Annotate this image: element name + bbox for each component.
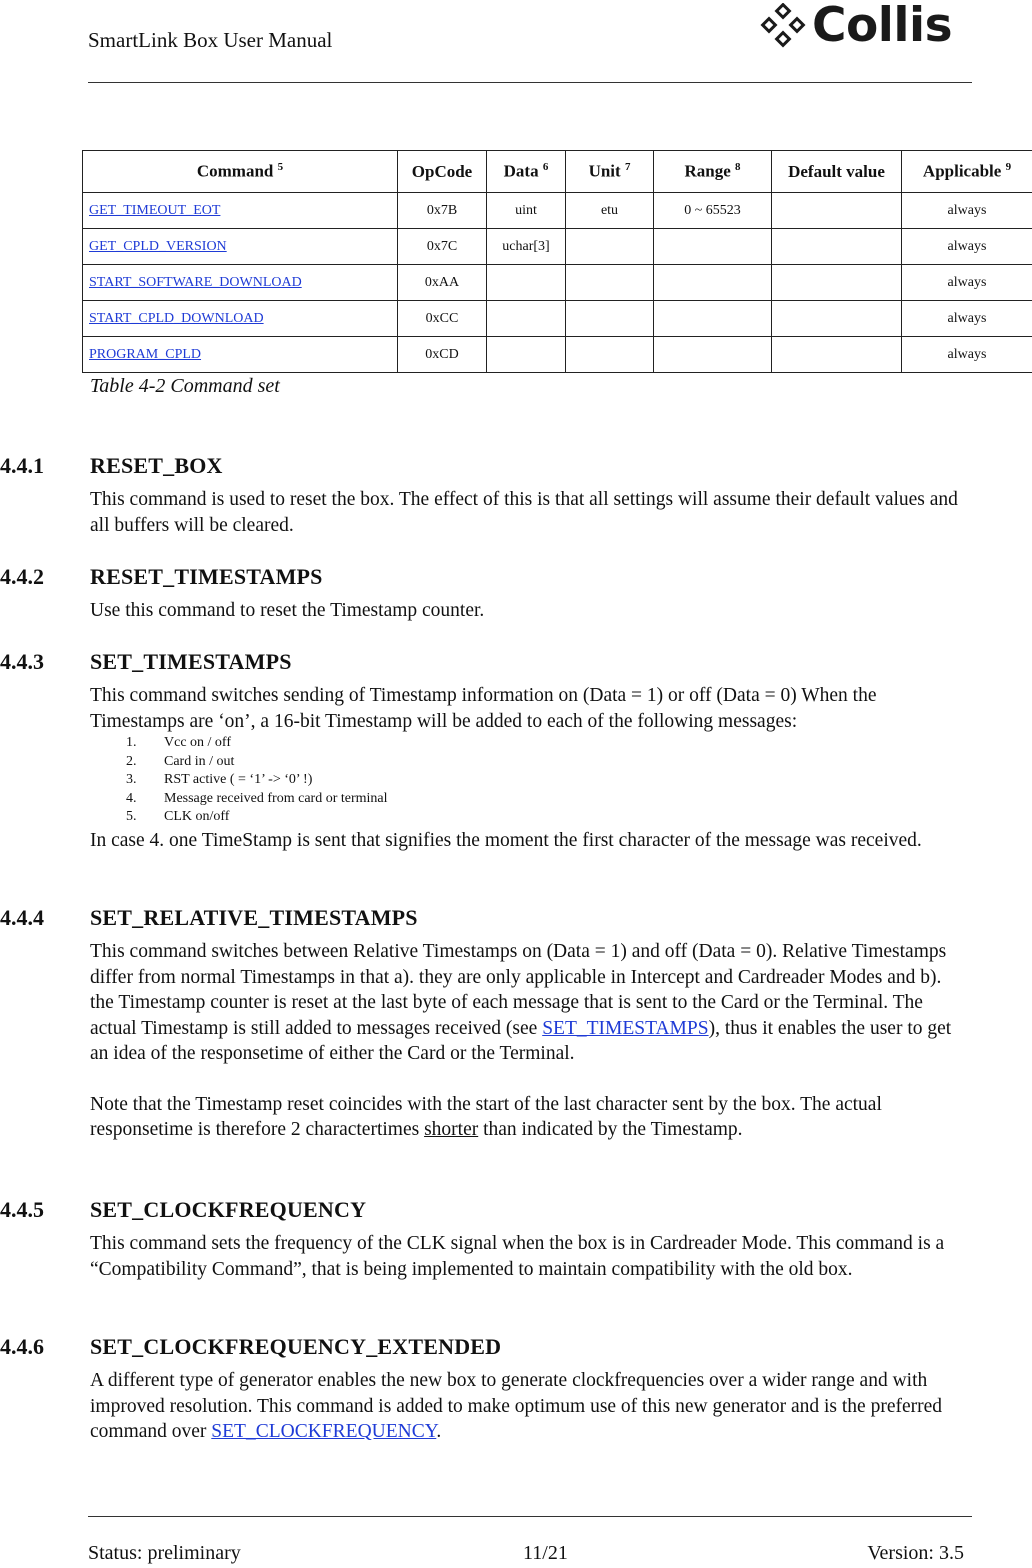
header-unit: Unit $^7$ <box>566 151 654 193</box>
data-cell: uchar[3] <box>487 229 566 265</box>
section-heading-set-timestamps: SET_TIMESTAMPS <box>90 649 292 674</box>
table-row <box>83 265 1032 301</box>
section-heading-set-relative-timestamps: SET_RELATIVE_TIMESTAMPS <box>90 905 418 930</box>
logo-text: Collis <box>812 0 953 53</box>
section-body <box>90 598 970 624</box>
range-cell <box>654 337 772 373</box>
section-body <box>90 683 970 734</box>
applicable-cell: always <box>902 193 1032 229</box>
section-number: 4.4.5 <box>0 1197 44 1222</box>
applicable-cell: always <box>902 265 1032 301</box>
paragraph: Note that the Timestamp reset coincides with the start of the last character sent by the box. The actual responsetime is therefore 2 charactertimes shorter than indicated by the Timestamp. <box>90 1093 882 1140</box>
section-body <box>90 939 970 1143</box>
default-cell <box>772 229 902 265</box>
footer-version: Version: 3.5 <box>867 1542 964 1564</box>
section-number: 4.4.4 <box>0 905 44 930</box>
section-heading-set-clockfrequency-extended: SET_CLOCKFREQUENCY_EXTENDED <box>90 1334 502 1359</box>
set-clockfrequency-link[interactable]: SET_CLOCKFREQUENCY <box>211 1421 437 1442</box>
unit-cell <box>566 229 654 265</box>
list-item: 3. RST active ( = ‘1’ -> ‘0’ !) <box>126 772 313 787</box>
unit-cell <box>566 337 654 373</box>
document-title: SmartLink Box User Manual <box>88 28 333 52</box>
list-item: 1. Vcc on / off <box>126 735 231 750</box>
header-opcode: OpCode <box>398 151 487 193</box>
list-item: 4. Message received from card or terminal <box>126 790 388 806</box>
command-table <box>82 150 1032 373</box>
section-number: 4.4.1 <box>0 453 44 478</box>
header-default-value: Default value <box>772 151 902 193</box>
default-cell <box>772 193 902 229</box>
header-data: Data $^6$ <box>487 151 566 193</box>
command-link[interactable]: GET_TIMEOUT_EOT <box>89 202 221 218</box>
footer-status: Status: preliminary <box>88 1542 241 1564</box>
opcode-cell: 0xCC <box>398 301 487 337</box>
opcode-cell: 0xCD <box>398 337 487 373</box>
header-applicable: Applicable $^9$ <box>902 151 1032 193</box>
default-cell <box>772 337 902 373</box>
section-number: 4.4.6 <box>0 1334 44 1359</box>
paragraph: This command sets the frequency of the CLK signal when the box is in Cardreader Mode. This command is a “Compatibility Command”, that is being implemented to maintain compatibility with the old box. <box>90 1233 945 1280</box>
table-row <box>83 301 1032 337</box>
data-cell: uint <box>487 193 566 229</box>
paragraph: Use this command to reset the Timestamp counter. <box>90 600 485 621</box>
timestamp-message-list <box>90 734 388 827</box>
paragraph: A different type of generator enables the new box to generate clockfrequencies over a wider range and with improved resolution. This command is added to make optimum use of this new generator and is the preferred command over SET_CLOCKFREQUENCY. <box>90 1370 943 1442</box>
diamond-logo-icon <box>758 3 808 49</box>
command-link[interactable]: PROGRAM_CPLD <box>89 346 202 362</box>
paragraph: This command is used to reset the box. The effect of this is that all settings will assume their default values and all buffers will be cleared. <box>90 489 958 536</box>
section-body <box>90 1231 970 1282</box>
default-cell <box>772 265 902 301</box>
default-cell <box>772 301 902 337</box>
section-body <box>90 487 970 538</box>
command-link[interactable]: GET_CPLD_VERSION <box>89 238 227 254</box>
applicable-cell: always <box>902 301 1032 337</box>
list-item: 2. Card in / out <box>126 753 235 769</box>
section-number: 4.4.2 <box>0 564 44 589</box>
applicable-cell: always <box>902 337 1032 373</box>
section-heading-set-clockfrequency: SET_CLOCKFREQUENCY <box>90 1197 367 1222</box>
data-cell <box>487 337 566 373</box>
opcode-cell: 0x7C <box>398 229 487 265</box>
section-number: 4.4.3 <box>0 649 44 674</box>
table-row <box>83 229 1032 265</box>
command-link[interactable]: START_SOFTWARE_DOWNLOAD <box>89 274 302 290</box>
header-range: Range $^8$ <box>654 151 772 193</box>
header-command: Command $^5$ <box>83 151 398 193</box>
opcode-cell: 0xAA <box>398 265 487 301</box>
data-cell <box>487 301 566 337</box>
footer-page-number: 11/21 <box>523 1542 568 1564</box>
range-cell <box>654 301 772 337</box>
set-timestamps-link[interactable]: SET_TIMESTAMPS <box>542 1017 709 1039</box>
range-cell: 0 ~ 65523 <box>654 193 772 229</box>
paragraph: This command switches sending of Timestamp information on (Data = 1) or off (Data = 0) When the Timestamps are ‘on’, a 16-bit Timestamp will be added to each of the following messages: <box>90 685 877 732</box>
opcode-cell: 0x7B <box>398 193 487 229</box>
section-body <box>90 828 970 854</box>
table-header-row <box>83 151 1032 193</box>
range-cell <box>654 265 772 301</box>
table-row <box>83 337 1032 373</box>
data-cell <box>487 265 566 301</box>
command-link[interactable]: START_CPLD_DOWNLOAD <box>89 310 264 326</box>
unit-cell <box>566 301 654 337</box>
section-body <box>90 1368 970 1445</box>
paragraph: This command switches between Relative Timestamps on (Data = 1) and off (Data = 0). Relative Timestamps differ from normal Timestamps in that a). they are only applicable in Intercept and Cardreader Modes and b). the Timestamp counter is reset at the last byte of each message that is sent to the Card or the Terminal. The actual Timestamp is still added to messages received (see SET_TIMESTAMPS), thus it enables the user to get an idea of the responsetime of either the Card or the Terminal. <box>90 941 952 1064</box>
collis-logo <box>758 0 953 53</box>
footer-divider <box>88 1516 972 1517</box>
unit-cell <box>566 265 654 301</box>
table-caption: Table 4-2 Command set <box>90 375 280 397</box>
section-heading-reset-box: RESET_BOX <box>90 453 223 478</box>
list-item: 5. CLK on/off <box>126 809 230 824</box>
table-row <box>83 193 1032 229</box>
range-cell <box>654 229 772 265</box>
header-divider <box>88 82 972 83</box>
applicable-cell: always <box>902 229 1032 265</box>
unit-cell: etu <box>566 193 654 229</box>
section-heading-reset-timestamps: RESET_TIMESTAMPS <box>90 564 323 589</box>
paragraph: In case 4. one TimeStamp is sent that signifies the moment the first character of the message was received. <box>90 830 922 851</box>
